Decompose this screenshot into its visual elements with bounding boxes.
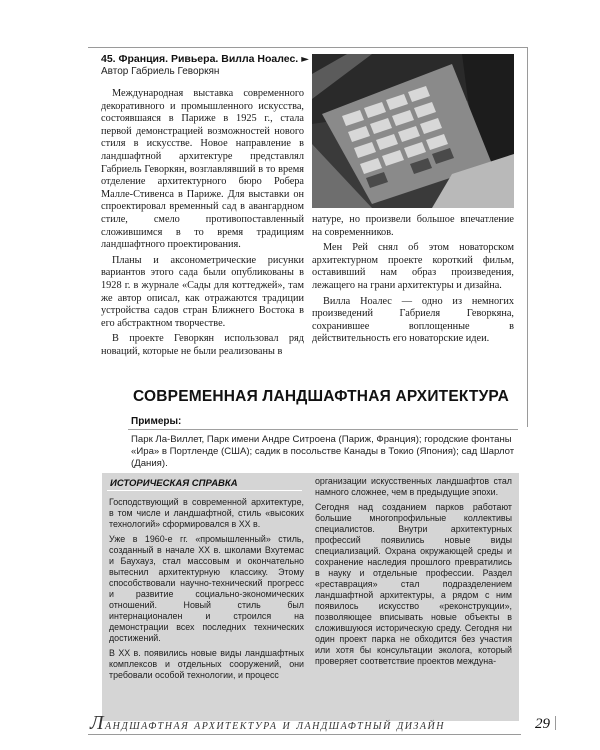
article-paragraph: натуре, но произвели большое впечатление на современников. [312, 214, 514, 238]
article-left-column [101, 88, 304, 361]
right-frame-line [527, 47, 528, 427]
history-heading-rule [107, 490, 302, 491]
article-author: Автор Габриель Геворкян [101, 66, 220, 77]
history-box [102, 473, 519, 721]
examples-text: Парк Ла-Виллет, Парк имени Андре Ситроена (Париж, Франция); городские фонтаны «Ира» в Портленде (США); садик в посольстве Канады в Токио (Япония); сад Шарлот (Дания). [131, 434, 515, 469]
section-title: СОВРЕМЕННАЯ ЛАНДШАФТНАЯ АРХИТЕКТУРА [133, 388, 509, 405]
history-left-column [109, 497, 304, 685]
history-right-column [315, 476, 512, 671]
history-paragraph: Уже в 1960-е гг. «промышленный» стиль, созданный в начале XX в. школами Вхутемас и Баухауз, стал массовым и окончательно вытеснил архитектурную классику. Этому способствовали научно-технический прогресс и развитие социально-экономических отношений. Новый стиль был интернационален и строился на демонстрации всех последних технических достижений. [109, 534, 304, 643]
top-frame-line [88, 47, 528, 48]
history-paragraph: Сегодня над созданием парков работают большие многопрофильные коллективы специалистов. Внутри архитектурных профессий появились новые виды специализаций. Охрана окружающей среды и сохранение наследия прошлого превратились в науку и отдельные профессии. Раздел «реставрация» стал подразделением ландшафтной архитектуры, а рядом с ним появилось искусство «реконструкции», позволяющее вписывать новые объекты в сложившуюся историческую среду. Сегодня ни один проект парка не обходится без участия или хотя бы консультации эколога, который проверяет соответствие проектов междуна- [315, 502, 512, 666]
history-paragraph: Господствующий в современной архитектуре, в том числе и ландшафтной, стиль «высоких технологий» сформировался в XX в. [109, 497, 304, 529]
article-header [101, 53, 311, 77]
article-paragraph: Планы и аксонометрические рисунки вариантов этого сада были опубликованы в 1928 г. в журнале «Сады для коттеджей», там же автор описал, как отражаются традиции устройства садов стран Ближнего Востока в его абстрактном творчестве. [101, 254, 304, 329]
article-paragraph: Мен Рей снял об этом новаторском архитектурном проекте короткий фильм, оставивший нам образ произведения, лежащего на грани архитектуры и дизайна. [312, 242, 514, 291]
footer-initial: Л [90, 712, 106, 734]
villa-noailles-garden-photo [312, 54, 514, 208]
page-number: 29 [535, 716, 550, 732]
examples-underline [128, 429, 518, 430]
article-right-column [312, 214, 514, 349]
arrow-right-icon: ► [301, 53, 309, 65]
history-heading: ИСТОРИЧЕСКАЯ СПРАВКА [110, 478, 238, 489]
article-paragraph: Международная выставка современного декоративного и промышленного искусства, состоявшаяся в Париже в 1925 г., стала первой демонстрацией возможностей нового стиля в искусстве. Новое направление в ландшафтной архитектуре представлял Габриель Геворкян, возглавлявший в то время отделение архитектурного бюро Робера Малле-Стивенса в Париже. Для выставки он спроектировал временный сад в авангардном стиле, смело противопоставленный сложившимся в то время традициям ландшафтного проектирования. [101, 88, 304, 251]
footer-divider [555, 716, 556, 730]
running-footer [90, 712, 445, 735]
article-paragraph: Вилла Ноалес — одно из немногих произведений Габриеля Геворкяна, сохранившее воплощенные в действительность его новаторские идеи. [312, 295, 514, 345]
examples-heading: Примеры: [131, 416, 182, 427]
article-paragraph: В проекте Геворкян использовал ряд новаций, которые не были реализованы в [101, 333, 304, 357]
history-paragraph: организации искусственных ландшафтов стал намного сложнее, чем в предыдущие эпохи. [315, 476, 512, 497]
footer-title: андшафтная архитектура и ландшафтный дизайн [105, 718, 445, 733]
history-paragraph: В XX в. появились новые виды ландшафтных комплексов и отдельных сооружений, они требовали особой технологии, и процесс [109, 648, 304, 680]
article-title: 45. Франция. Ривьера. Вилла Ноалес. [101, 53, 299, 65]
